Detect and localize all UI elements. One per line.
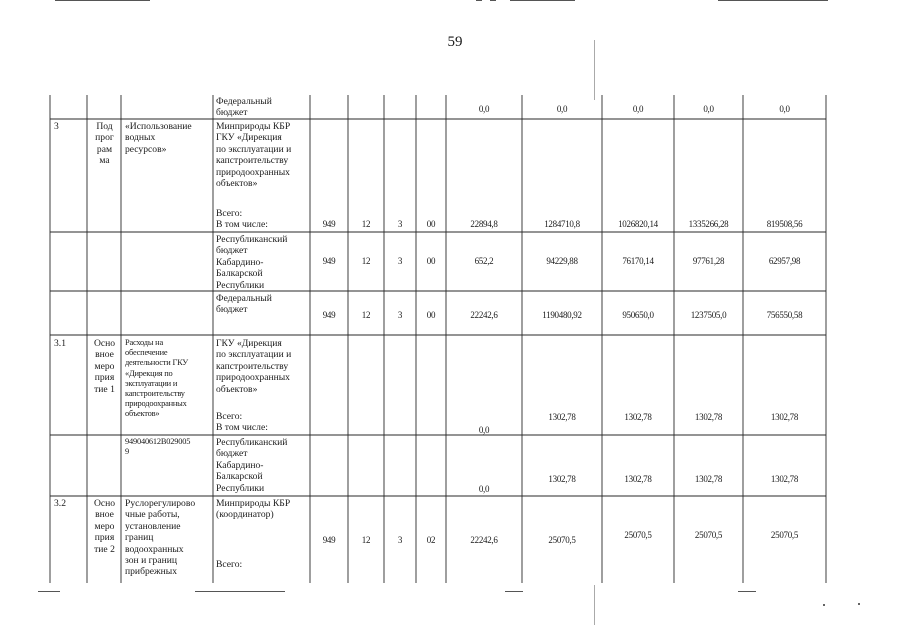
row3-value-1: 22242,6	[470, 310, 498, 320]
row1-number: 3	[54, 121, 59, 132]
row4-status: Осно вное меро прия тие 1	[93, 338, 116, 395]
row1-grbs: 949	[322, 219, 336, 229]
page-number: 59	[447, 34, 463, 50]
row6-value-2: 25070,5	[548, 535, 576, 545]
row1-value-5: 819508,56	[766, 219, 803, 229]
row1-title: «Использование водных ресурсов»	[125, 121, 192, 155]
row3-value-4: 1237505,0	[690, 310, 727, 320]
row3-pr: 3	[397, 310, 403, 320]
row6-value-4: 25070,5	[694, 530, 723, 540]
row5-budget-code: 949040612В029005 9	[125, 437, 191, 457]
row5-value-3: 1302,78	[624, 474, 652, 484]
row5-value-4: 1302,78	[694, 474, 723, 484]
row6-executor: Минприроды КБР (координатор)	[216, 498, 291, 521]
row2-source: Республиканский бюджет Кабардино- Балкарской Республики	[216, 234, 288, 291]
row4-title: Расходы на обеспечение деятельности ГКУ «Дирекция по эксплуатации и капстроительству природоохранных объектов»	[125, 338, 189, 419]
row6-number: 3.2	[54, 498, 66, 509]
row2-value-5: 62957,98	[768, 256, 801, 266]
row2-value-1: 652,2	[474, 256, 494, 266]
row6-rz: 12	[361, 535, 371, 545]
row4-number: 3.1	[54, 338, 66, 349]
row6-value-5: 25070,5	[770, 530, 799, 540]
row1-value-2: 1284710,8	[544, 219, 580, 229]
row2-rz: 12	[361, 256, 371, 266]
row5-source: Республиканский бюджет Кабардино- Балкарской Республики	[216, 437, 288, 494]
row2-grbs: 949	[322, 256, 336, 266]
row4-value-3: 1302,78	[624, 412, 652, 422]
row0-value-5: 0,0	[779, 104, 790, 114]
row1-value-1: 22894,8	[470, 219, 498, 229]
row5-value-1: 0,0	[478, 484, 490, 494]
row0-value-1: 0,0	[478, 104, 490, 114]
row0-value-2: 0,0	[556, 104, 568, 114]
row0-value-3: 0,0	[632, 104, 644, 114]
row6-value-3: 25070,5	[624, 530, 652, 540]
row3-rz: 12	[361, 310, 371, 320]
row6-total-label: Всего:	[216, 559, 243, 570]
row0-source: Федеральный бюджет	[216, 96, 272, 119]
row6-value-1: 22242,6	[470, 535, 498, 545]
row4-value-1: 0,0	[478, 425, 490, 435]
row5-value-2: 1302,78	[548, 474, 576, 484]
row3-grbs: 949	[322, 310, 336, 320]
row0-value-4: 0,0	[703, 104, 714, 114]
row2-cs: 00	[426, 256, 436, 266]
row1-cs: 00	[426, 219, 436, 229]
row2-pr: 3	[397, 256, 403, 266]
row6-grbs: 949	[322, 535, 336, 545]
row2-value-3: 76170,14	[622, 256, 654, 266]
row1-rz: 12	[361, 219, 371, 229]
row1-executor: Минприроды КБР ГКУ «Дирекция по эксплуатации и капстроительству природоохранных объектов»	[216, 121, 292, 190]
row1-value-3: 1026820,14	[618, 219, 658, 229]
row6-status: Осно вное меро прия тие 2	[93, 498, 116, 555]
row4-value-2: 1302,78	[548, 412, 576, 422]
row2-value-2: 94229,88	[546, 256, 578, 266]
row4-executor: ГКУ «Дирекция по эксплуатации и капстроительству природоохранных объектов»	[216, 338, 292, 395]
row3-value-2: 1190480,92	[542, 310, 582, 320]
row6-cs: 02	[426, 535, 436, 545]
row6-title: Руслорегулирово чные работы, установление границ водоохранных зон и границ прибрежных	[125, 498, 196, 578]
row4-value-5: 1302,78	[770, 412, 799, 422]
row6-pr: 3	[397, 535, 403, 545]
row2-value-4: 97761,28	[692, 256, 725, 266]
row1-pr: 3	[397, 219, 403, 229]
row3-value-3: 950650,0	[622, 310, 654, 320]
row5-value-5: 1302,78	[770, 474, 799, 484]
row1-total-label: Всего: В том числе:	[216, 208, 268, 231]
row3-source: Федеральный бюджет	[216, 293, 272, 316]
row3-cs: 00	[426, 310, 436, 320]
row4-value-4: 1302,78	[694, 412, 723, 422]
row4-total-label: Всего: В том числе:	[216, 411, 268, 434]
row1-value-4: 1335266,28	[688, 219, 729, 229]
row1-status: Под прог рам ма	[95, 121, 114, 167]
row3-value-5: 756550,58	[766, 310, 803, 320]
